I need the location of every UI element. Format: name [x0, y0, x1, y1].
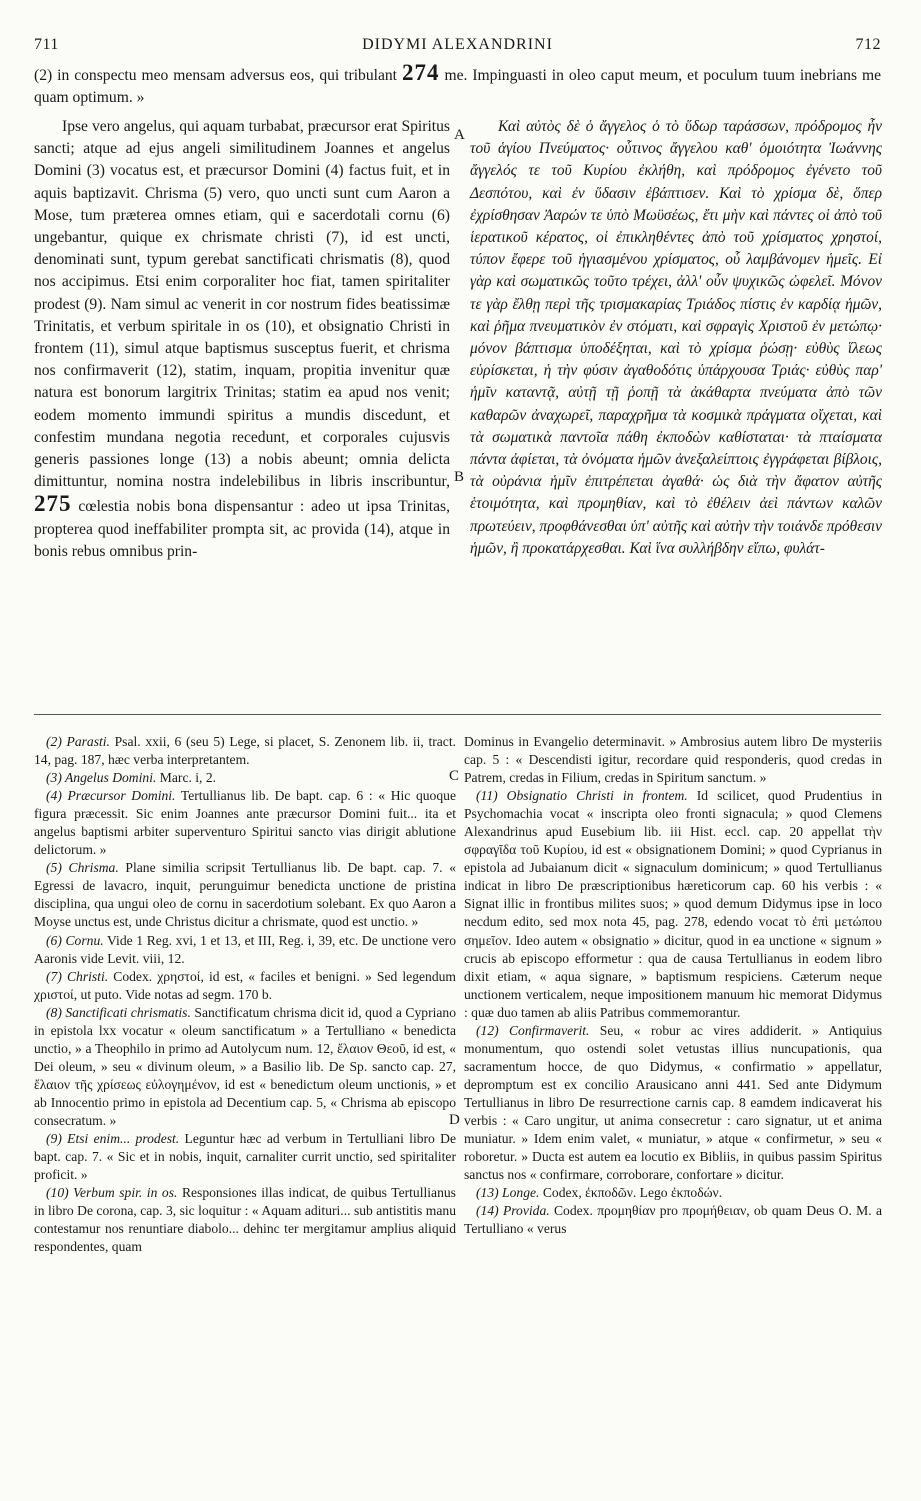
footnote-divider — [34, 714, 881, 715]
footnote-label: (3) Angelus Domini. — [46, 770, 157, 786]
footnote — [34, 1004, 456, 1130]
footnote-label: (6) Cornu. — [46, 932, 104, 948]
footnote-label: (5) Chrisma. — [46, 860, 119, 876]
footnote-text: Marc. i, 2. — [159, 770, 217, 786]
footnote — [34, 932, 456, 968]
greek-column — [470, 116, 882, 560]
footnote-text: Dominus in Evangelio determinavit. » Ambrosius autem libro De mysteriis cap. 5 : « Descendisti igitur, recordare quid responderis, quod credas in Patrem, credas in Filium, credas in Spiritum sanctum. » — [464, 734, 882, 786]
footnote-label: (12) Confirmaverit. — [476, 1022, 590, 1038]
running-header — [34, 36, 881, 58]
footnote-label: (9) Etsi enim... prodest. — [46, 1131, 180, 1147]
footnote-label: (8) Sanctificati chrismatis. — [46, 1004, 191, 1020]
footnote-text: Sanctificatum chrisma dicit id, quod a Cypriano in epistola lxx vocatur « oleum sanctificatum » a Tertulliano « benedicta unctio, » a Theophilo in primo ad Autolycum num. 12, ἔλαιον Θεοῦ, id est, « Dei oleum, » seu « divinum oleum, » a Basilio lib. De Sp. sancto cap. 27, ἔλαιον τῆς χρίσεως εὐλογημένον, id est « benedictum oleum unctionis, » et ab Innocentio primo in epistola ad Decentium cap. 5, « Chrisma ab episcopo consecratum. » — [34, 1004, 456, 1128]
page-number-right: 712 — [855, 36, 881, 53]
footnote — [34, 859, 456, 931]
footnote — [464, 733, 882, 787]
footnote-text: Codex, ἐκποδῶν. Lego ἐκποδών. — [542, 1185, 723, 1201]
footnote — [34, 1130, 456, 1184]
footnote-label: (10) Verbum spir. in os. — [46, 1185, 178, 1201]
footnote-label: (7) Christi. — [46, 968, 109, 984]
page-number-left: 711 — [34, 36, 59, 53]
running-title: DIDYMI ALEXANDRINI — [362, 36, 553, 53]
footnotes-right-column — [464, 733, 882, 1238]
footnote-label: (2) Parasti. — [46, 734, 110, 749]
margin-letter-a: A — [454, 127, 465, 143]
footnote-text: Codex. χρηστοί, id est, « faciles et benigni. » Sed legendum χριστοί, ut puto. Vide notas ad segm. 170 b. — [34, 968, 456, 1002]
margin-letter-d: D — [449, 1112, 460, 1128]
margin-letter-c: C — [449, 768, 460, 784]
footnote — [464, 787, 882, 1022]
latin-text-1: Ipse vero angelus, qui aquam turbabat, præcursor erat Spiritus sancti; atque ad ejus angeli similitudinem Joannes et angelus Domini (3) vocatus est, et præcursor Domini (4) factus fuit, et in aquis baptizavit. Chrisma (5) vero, quo uncti sunt cum Aaron a Mose, tum præterea omnes etiam, qui e sacerdotali cornu (6) ungebantur, quique ex chrismate christi (7), id est uncti, denominati sunt, typum gerebat sanctificati chrismatis (8), quod nos accipimus. Etsi enim corporaliter hoc fiat, tamen spiritaliter prodest (9). Nam simul ac venerit in cor nostrum fides beatissimæ Trinitatis, et verbum spiritale in os (10), et obsignatio Christi in frontem (11), simul atque baptismus susceptus fuerit, et chrisma nos confirmaverit (12), statim, inquam, propitia invenitur quæ natura est bonorum largitrix Trinitas; statim ea apud nos venit; eodem momento immundi spiritus a mundis discedunt, et confestim mundana negotia recedunt, et corporales cujusvis generis passiones longe (13) a nobis abeunt; omnia delicta dimittuntur, nomina nostra indelebilibus in libris inscribuntur, — [34, 118, 450, 491]
footnote-label: (4) Præcursor Domini. — [46, 788, 176, 804]
footnote-text: Vide 1 Reg. xvi, 1 et 13, et III, Reg. i, 39, etc. De unctione vero Aaronis vide Levit. viii, 12. — [34, 932, 456, 966]
footnote — [464, 1202, 882, 1238]
footnote-label: (11) Obsignatio Christi in frontem. — [476, 788, 688, 804]
footnote — [34, 733, 456, 769]
latin-text-2: cœlestia nobis bona dispensantur : adeo ut ipsa Trinitas, propterea quod ineffabiliter prompta sit, ac provida (14), atque in bonis rebus omnibus prin- — [34, 498, 451, 560]
footnote-text: Id scilicet, quod Prudentius in Psychomachia vocat « inscripta oleo fronti signacula; » quod Clemens Alexandrinus apud Eusebium lib. iii Hist. eccl. cap. 20 appellat τὴν σφραγῖδα τοῦ Κυρίου, id est « obsignationem Domini; » quod Cyprianus in epistola ad Jubaianum dicit « signaculum dominicum; » quod Tertullianus indicat in libro De præscriptionibus hæreticorum cap. 60 his verbis : « Signat illic in frontibus milites suos; » quod demum Didymus ipse in loco necdum edito, sed mox nota 45, pag. 278, edendo vocat τὸ ἐπὶ μετώπου σημεῖον. Ideo autem « obsignatio » dicitur, quod in ea unctione « signum » crucis ab episcopo efformetur : qua de causa Tertullianus in eodem libro dixit etiam, « aqua signare, » baptismum respiciens. Cæterum neque unctionem verticalem, neque impositionem manuum hic memorat Didymus : quæ duo tamen ab aliis Patribus commemorantur. — [464, 788, 882, 1020]
footnote — [34, 787, 456, 859]
footnote-text: Codex. προμηθίαν pro προμήθειαν, ob quam Deus O. M. a Tertulliano « verus — [464, 1203, 882, 1237]
column-number-275: 275 — [34, 491, 72, 517]
greek-text: Καὶ αὐτὸς δὲ ὁ ἄγγελος ὁ τὸ ὕδωρ ταράσσων, πρόδρομος ἦν τοῦ ἁγίου Πνεύματος· οὗτινος ἄγγελου καθ' ὁμοιότητα Ἰωάννης ἄγγελός τε τοῦ Κυρίου ἐκλήθη, καὶ πρόδρομος ἐγένετο τοῦ Δεσπότου, καὶ ἐν ὕδασιν ἐβάπτισεν. Καὶ τὸ χρίσμα δὲ, ὅπερ ἐχρίσθησαν Ἀαρών τε ὑπὸ Μωϋσέως, ἔτι μὴν καὶ πάντες οἱ ἀπὸ τοῦ ἱερατικοῦ κέρατος, οἱ ἐπικληθέντες ἀπὸ τοῦ χρίσματος χρηστοί, τύπον ἔφερε τοῦ ἡγιασμένου χρίσματος, οὗ λαμβάνομεν ἡμεῖς. Εἰ γὰρ καὶ σωματικῶς τοῦτο τρέχει, ἀλλ' οὖν ψυχικῶς ὠφελεῖ. Μόνον τε γὰρ ἔλθῃ περὶ τῆς τρισμακαρίας Τριάδος πίστις ἐν καρδίᾳ ἡμῶν, καὶ ῥῆμα πνευματικὸν ἐν στόματι, καὶ σφραγὶς Χριστοῦ ἐν μετώπῳ· μόνον βάπτισμα ὑποδέξηται, καὶ τὸ χρίσμα ῥώσῃ· εὐθὺς ἵλεως εὑρίσκεται, ἡ τὴν φύσιν ἀγαθοδότις ὑπάρχουσα Τριάς· εὐθὺς παρ' ἡμῖν καταντᾷ, αὐτῇ τῇ ῥοπῇ τὰ ἀκάθαρτα πνεύματα ἀπὸ τῶν καθαρῶν ἀναχωρεῖ, παραχρῆμα τὰ κοσμικὰ πράγματα οἴχεται, καὶ τὰ σωματικὰ παντοῖα πάθη ἐκποδὼν καθίσταται· τὰ πταίσματα πάντα ἀφίεται, τὰ ὀνόματα ἡμῶν ἀνεξαλείπτοις ἐγγράφεται βίβλοις, τὰ οὐράνια ἡμῖν ἐπιτρέπεται ἀγαθά· ὡς διὰ τὴν ἄφατον αὐτῆς ἑτοιμότητα, καὶ προμηθίαν, καὶ τὸ ἐθέλειν ἀεὶ πάντων καλῶν πρωτεύειν, προφθάνεσθαι ὑπ' αὐτῆς καὶ αὐτὴν τὴν τοιάνδε πρόθεσιν ἡμῶν, ἢ προκατάρχεσθαι. Καὶ ἵνα συλλήβδην εἴπω, φυλάτ- — [470, 118, 882, 557]
footnote-label: (13) Longe. — [476, 1185, 540, 1201]
footnote — [34, 1184, 456, 1256]
intro-paragraph — [34, 62, 881, 109]
footnotes-left-column — [34, 733, 456, 1256]
footnote-text: Tertullianus lib. De bapt. cap. 6 : « Hic quoque figura præcessit. Sic enim Joannes ante præcursor Domini fuit... ita et angelus baptismi arbiter superventuro Spiritui sancto vias dirigit ablutione delictorum. » — [34, 788, 456, 858]
footnote — [34, 968, 456, 1004]
footnote — [464, 1022, 882, 1184]
footnote — [464, 1184, 882, 1202]
footnote-text: Responsiones illas indicat, de quibus Tertullianus in libro De corona, cap. 3, sic loquitur : « Aquam adituri... sub antistitis manu contestamur nos renuntiare diabolo... dehinc ter mergitamur amplius aliquid respondentes, quam — [34, 1185, 456, 1255]
intro-text-a: (2) in conspectu meo mensam adversus eos, qui tribulant — [34, 67, 398, 84]
footnote-text: Seu, « robur ac vires addiderit. » Antiquius monumentum, quo ostendi solet vetustas illius nuncupationis, qua sacramentum hocce, de quo Didymus, « confirmatio » appellatur, depromptum est ex concilio Arausicano anni 441. Sed ante Didymum Tertullianus in libro De resurrectione carnis cap. 8 eamdem indicaverat his verbis : « Caro ungitur, ut anima consecretur : caro signatur, ut et anima muniatur. » Idem enim valet, « muniatur, » atque « confirmetur, » seu « roboretur. » Ducta est autem ea locutio ex Bibliis, in quibus passim Spiritus sanctus nos « confirmare, corroborare, confortare » dicitur. — [464, 1022, 882, 1183]
footnote-label: (14) Provida. — [476, 1203, 550, 1219]
footnote-text: Plane similia scripsit Tertullianus lib. De bapt. cap. 7. « Egressi de lavacro, inquit, perunguimur benedicta unctione de pristina disciplina, qua ungui oleo de cornu in sacerdotium solebant. Ex quo Aaron a Moyse unctus est, unde Christus dicitur a chrismate, quod est unctio. » — [34, 860, 456, 930]
footnote-text: Leguntur hæc ad verbum in Tertulliani libro De bapt. cap. 7. « Sic et in nobis, inquit, carnaliter currit unctio, sed spiritaliter proficit. » — [34, 1131, 456, 1183]
latin-column — [34, 116, 450, 563]
footnote-text: Psal. xxii, 6 (seu 5) Lege, si placet, S. Zenonem lib. ii, tract. 14, pag. 187, hæc verba interpretantem. — [34, 734, 456, 768]
intro-text-b: me. Impinguasti in oleo caput meum, et poculum tuum inebrians me quam optimum. » — [34, 67, 882, 106]
footnote — [34, 769, 456, 787]
margin-letter-b: B — [454, 469, 465, 485]
column-number-274: 274 — [401, 60, 440, 85]
